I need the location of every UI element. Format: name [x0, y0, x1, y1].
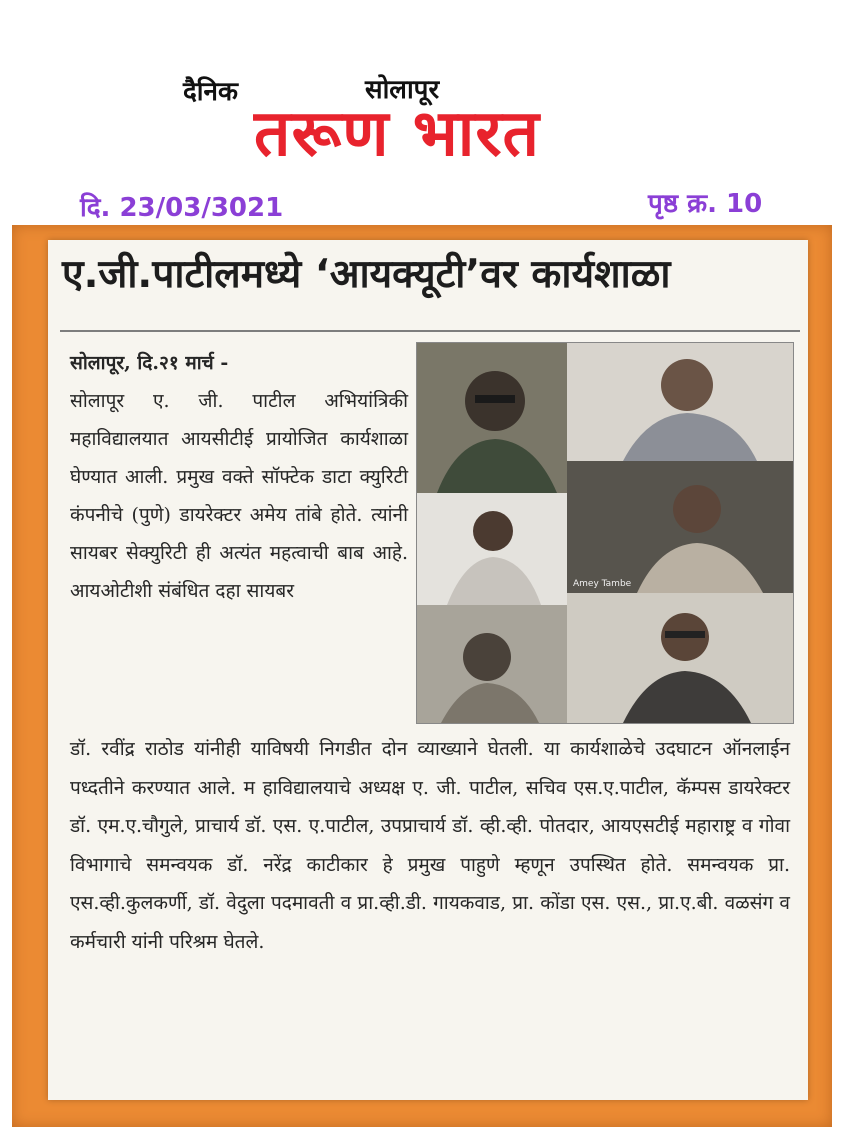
person-silhouette-icon	[417, 343, 567, 493]
page-number: पृष्ठ क्र. 10	[648, 189, 763, 219]
participant-photo-5	[417, 605, 567, 723]
masthead-city: सोलापूर	[365, 75, 440, 105]
person-silhouette-icon	[567, 593, 793, 723]
masthead-title: तरूण भारत	[254, 97, 540, 171]
participant-photo-1	[417, 343, 567, 493]
article-body-wide: डॉ. रवींद्र राठोड यांनीही याविषयी निगडीत दोन व्याख्याने घेतली. या कार्यशाळेचे उदघाटन ऑनलाईन पध्दतीने करण्यात आले. म हाविद्यालयाचे अध्यक्ष ए. जी. पाटील, सचिव एस.ए.पाटील, कॅम्पस डायरेक्टर डॉ. एम.ए.चौगुले, प्राचार्य डॉ. एस. ए.पाटील, उपप्राचार्य डॉ. व्ही.व्ही. पोतदार, आयएसटीई महाराष्ट्र व गोवा विभागाचे समन्वयक डॉ. नरेंद्र काटीकार हे प्रमुख पाहुणे म्हणून उपस्थित होते. समन्वयक प्रा. एस.व्ही.कुलकर्णी, डॉ. वेदुला पदमावती व प्रा.व्ही.डी. गायकवाड, प्रा. कोंडा एस. एस., प्रा.ए.बी. वळसंग व कर्मचारी यांनी परिश्रम घेतले.	[70, 738, 790, 953]
article-column-text: सोलापूर ए. जी. पाटील अभियांत्रिकी महाविद्यालयात आयसीटीई प्रायोजित कार्यशाळा घेण्यात आली. प्रमुख वक्ते सॉफ्टेक डाटा क्युरिटी कंपनीचे (पुणे) डायरेक्टर अमेय तांबे होते. त्यांनी सायबर सेक्युरिटी ही अत्यंत महत्वाची बाब आहे. आयओटीशी संबंधित दहा सायबर	[70, 390, 408, 602]
masthead-daily: दैनिक	[183, 77, 238, 107]
person-silhouette-icon	[567, 343, 793, 461]
participant-photo-4	[567, 461, 793, 593]
article-dateline: सोलापूर, दि.२१ मार्च -	[70, 352, 229, 374]
article-column	[70, 344, 408, 610]
article-headline: ए.जी.पाटीलमध्ये ‘आयक्यूटी’वर कार्यशाळा	[62, 252, 671, 297]
person-silhouette-icon	[417, 493, 567, 605]
headline-divider	[60, 330, 800, 332]
participant-photo-6	[567, 593, 793, 723]
participant-photo-3	[417, 493, 567, 605]
person-silhouette-icon	[567, 461, 793, 593]
person-silhouette-icon	[417, 605, 567, 723]
participant-name-caption: Amey Tambe	[573, 579, 632, 589]
participant-photo-2	[567, 343, 793, 461]
video-call-photo-collage	[416, 342, 794, 724]
issue-date: दि. 23/03/3021	[80, 193, 284, 223]
